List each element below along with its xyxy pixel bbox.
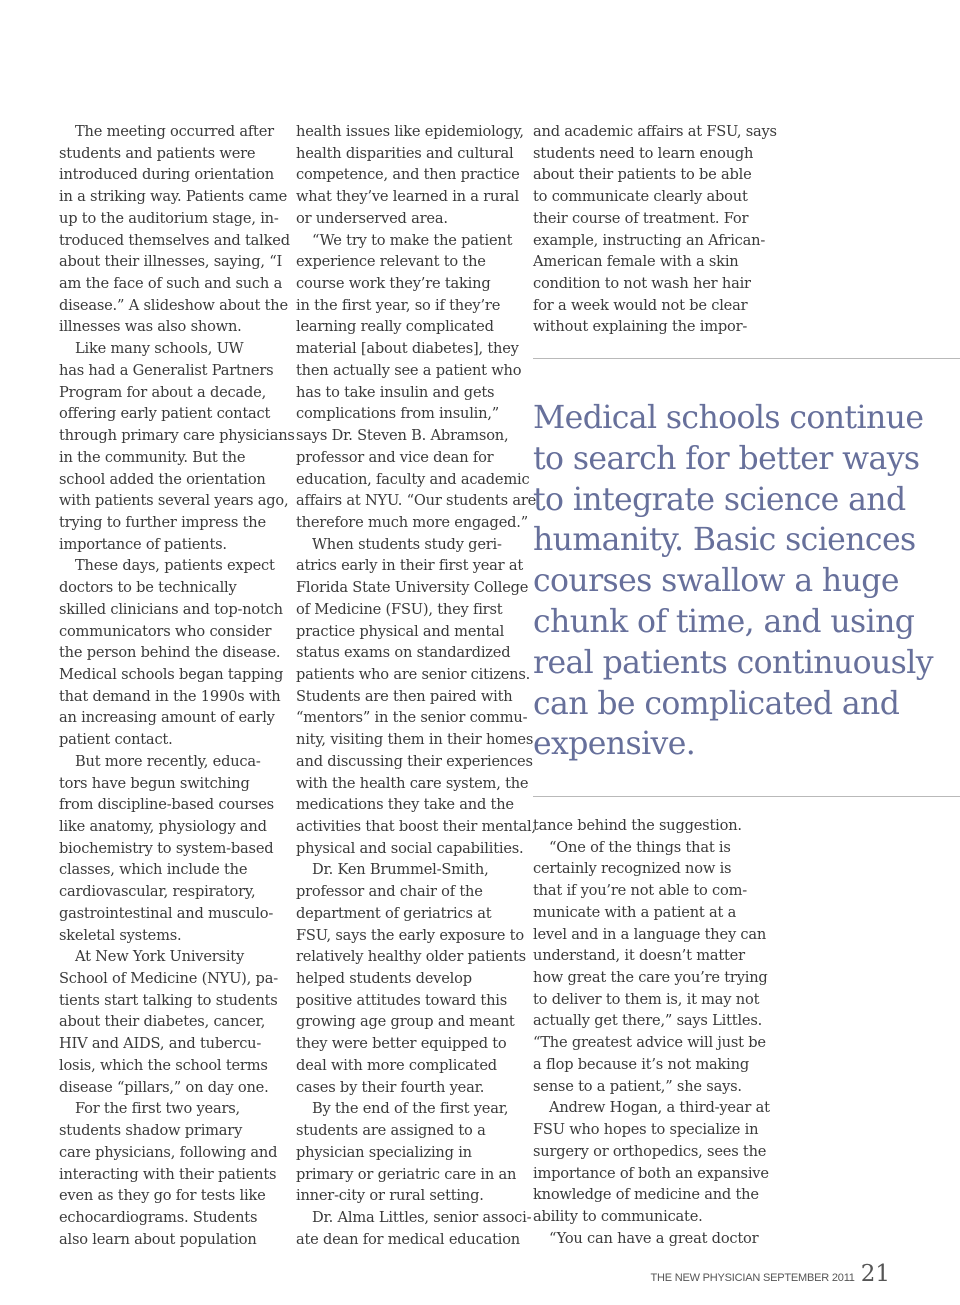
text-line: classes, which include the bbox=[59, 861, 248, 879]
pull-quote-line: Medical schools continue bbox=[533, 400, 924, 436]
text-line: experience relevant to the bbox=[296, 253, 486, 271]
text-line: to communicate clearly about bbox=[533, 188, 748, 206]
text-line: physician specializing in bbox=[296, 1143, 472, 1161]
text-line: Dr. Ken Brummel-Smith, bbox=[312, 861, 489, 879]
text-line: “The greatest advice will just be bbox=[533, 1034, 766, 1052]
text-line: troduced themselves and talked bbox=[59, 231, 290, 249]
text-line: tients start talking to students bbox=[59, 991, 278, 1009]
text-line: skilled clinicians and top-notch bbox=[59, 600, 283, 618]
text-line: also learn about population bbox=[59, 1230, 257, 1248]
text-line: understand, it doesn’t matter bbox=[533, 947, 745, 965]
text-line: in the first year, so if they’re bbox=[296, 296, 501, 314]
text-line: “mentors” in the senior commu- bbox=[296, 709, 528, 727]
article-column-3-top bbox=[533, 121, 777, 338]
text-line: importance of both an expansive bbox=[533, 1164, 769, 1182]
text-line: illnesses was also shown. bbox=[59, 318, 242, 336]
text-line: a flop because it’s not making bbox=[533, 1055, 749, 1073]
text-line: example, instructing an African- bbox=[533, 231, 766, 249]
text-line: activities that boost their mental, bbox=[296, 818, 536, 835]
text-line: or underserved area. bbox=[296, 209, 448, 227]
text-line: that if you’re not able to com- bbox=[533, 882, 747, 900]
text-line: for a week would not be clear bbox=[533, 296, 748, 314]
text-line: physical and social capabilities. bbox=[296, 839, 524, 857]
text-line: practice physical and mental bbox=[296, 622, 505, 640]
pull-quote-line: to integrate science and bbox=[533, 481, 906, 518]
text-line: students shadow primary bbox=[59, 1122, 243, 1140]
text-line: For the first two years, bbox=[75, 1100, 240, 1118]
text-line: health issues like epidemiology, bbox=[296, 123, 524, 140]
pull-quote-line: to search for better ways bbox=[533, 440, 920, 477]
text-line: ability to communicate. bbox=[533, 1207, 703, 1225]
text-line: without explaining the impor- bbox=[533, 318, 748, 336]
text-line: with patients several years ago, bbox=[59, 492, 289, 510]
text-line: nity, visiting them in their homes bbox=[296, 731, 534, 749]
article-column-1 bbox=[59, 121, 295, 1250]
text-line: affairs at NYU. “Our students are bbox=[296, 492, 537, 510]
text-line: American female with a skin bbox=[533, 253, 739, 271]
text-line: course work they’re taking bbox=[296, 275, 491, 293]
text-line: gastrointestinal and musculo- bbox=[59, 904, 274, 922]
text-line: their course of treatment. For bbox=[533, 209, 749, 227]
text-line: atrics early in their first year at bbox=[296, 557, 524, 575]
text-line: ate dean for medical education bbox=[296, 1230, 520, 1248]
pull-quote-line: can be complicated and bbox=[533, 685, 900, 722]
text-line: Dr. Alma Littles, senior associ- bbox=[312, 1208, 532, 1226]
text-line: care physicians, following and bbox=[59, 1143, 278, 1161]
pull-quote-line: expensive. bbox=[533, 726, 696, 763]
text-line: from discipline-based courses bbox=[59, 796, 274, 814]
page-number: 21 bbox=[860, 1261, 890, 1287]
text-line: they were better equipped to bbox=[296, 1035, 507, 1053]
text-line: positive attitudes toward this bbox=[296, 991, 508, 1009]
text-line: therefore much more engaged.” bbox=[296, 513, 528, 531]
text-line: cases by their fourth year. bbox=[296, 1078, 485, 1096]
text-line: what they’ve learned in a rural bbox=[296, 188, 519, 206]
text-line: with the health care system, the bbox=[296, 774, 529, 792]
text-line: “We try to make the patient bbox=[312, 231, 513, 249]
text-line: patient contact. bbox=[59, 731, 173, 749]
text-line: But more recently, educa- bbox=[75, 752, 261, 770]
text-line: actually get there,” says Littles. bbox=[533, 1012, 763, 1030]
text-line: communicators who consider bbox=[59, 622, 272, 640]
text-line: the person behind the disease. bbox=[59, 644, 281, 662]
text-line: that demand in the 1990s with bbox=[59, 687, 281, 705]
text-line: and academic affairs at FSU, says bbox=[533, 123, 777, 140]
pull-quote-line: chunk of time, and using bbox=[533, 603, 915, 640]
text-line: deal with more complicated bbox=[296, 1056, 497, 1074]
text-line: Students are then paired with bbox=[296, 687, 513, 705]
text-line: level and in a language they can bbox=[533, 925, 767, 943]
pull-quote-bottom-rule bbox=[533, 796, 960, 797]
text-line: material [about diabetes], they bbox=[296, 340, 519, 358]
text-line: sense to a patient,” she says. bbox=[533, 1077, 742, 1095]
text-line: status exams on standardized bbox=[296, 644, 511, 662]
text-line: how great the care you’re trying bbox=[533, 969, 768, 987]
text-line: in a striking way. Patients came bbox=[59, 188, 288, 206]
text-line: an increasing amount of early bbox=[59, 709, 275, 727]
text-line: HIV and AIDS, and tubercu- bbox=[59, 1035, 262, 1053]
text-line: Like many schools, UW bbox=[75, 340, 244, 358]
text-line: Program for about a decade, bbox=[59, 383, 267, 401]
article-column-2 bbox=[296, 121, 537, 1250]
text-line: has to take insulin and gets bbox=[296, 383, 495, 401]
text-line: FSU, says the early exposure to bbox=[296, 926, 524, 944]
text-line: health disparities and cultural bbox=[296, 144, 514, 162]
text-line: Andrew Hogan, a third-year at bbox=[549, 1099, 770, 1117]
text-line: about their illnesses, saying, “I bbox=[59, 253, 283, 271]
text-line: school added the orientation bbox=[59, 470, 266, 488]
text-line: offering early patient contact bbox=[59, 405, 271, 423]
text-line: through primary care physicians bbox=[59, 427, 295, 445]
text-line: FSU who hopes to specialize in bbox=[533, 1121, 759, 1139]
text-line: echocardiograms. Students bbox=[59, 1208, 258, 1226]
text-line: growing age group and meant bbox=[296, 1013, 515, 1031]
text-line: department of geriatrics at bbox=[296, 904, 492, 922]
text-line: professor and vice dean for bbox=[296, 448, 494, 466]
text-line: about their patients to be able bbox=[533, 166, 752, 184]
text-line: tors have begun switching bbox=[59, 774, 250, 792]
text-line: When students study geri- bbox=[312, 535, 502, 553]
text-line: surgery or orthopedics, sees the bbox=[533, 1142, 767, 1160]
page-footer bbox=[650, 1261, 890, 1287]
text-line: “You can have a great doctor bbox=[549, 1229, 759, 1247]
pull-quote-top-rule bbox=[533, 358, 960, 359]
pull-quote-line: real patients continuously bbox=[533, 644, 933, 681]
text-line: like anatomy, physiology and bbox=[59, 818, 267, 835]
text-line: certainly recognized now is bbox=[533, 860, 732, 878]
text-line: primary or geriatric care in an bbox=[296, 1165, 517, 1183]
text-line: professor and chair of the bbox=[296, 883, 483, 901]
text-line: complications from insulin,” bbox=[296, 405, 500, 423]
text-line: then actually see a patient who bbox=[296, 361, 522, 379]
text-line: medications they take and the bbox=[296, 796, 514, 814]
text-line: Medical schools began tapping bbox=[59, 665, 284, 683]
article-column-3-bottom bbox=[533, 815, 770, 1249]
footer-publication-title: THE NEW PHYSICIAN SEPTEMBER 2011 bbox=[650, 1272, 855, 1284]
text-line: trying to further impress the bbox=[59, 513, 266, 531]
text-line: importance of patients. bbox=[59, 535, 227, 553]
text-line: inner-city or rural setting. bbox=[296, 1187, 484, 1205]
text-line: even as they go for tests like bbox=[59, 1187, 266, 1205]
text-line: competence, and then practice bbox=[296, 166, 520, 184]
text-line: about their diabetes, cancer, bbox=[59, 1013, 266, 1031]
text-line: to deliver to them is, it may not bbox=[533, 990, 760, 1008]
text-line: disease “pillars,” on day one. bbox=[59, 1078, 269, 1096]
text-line: doctors to be technically bbox=[59, 579, 237, 597]
text-line: patients who are senior citizens. bbox=[296, 665, 531, 683]
text-line: knowledge of medicine and the bbox=[533, 1186, 759, 1204]
text-line: says Dr. Steven B. Abramson, bbox=[296, 427, 509, 445]
text-line: relatively healthy older patients bbox=[296, 948, 526, 966]
text-line: students need to learn enough bbox=[533, 144, 754, 162]
text-line: disease.” A slideshow about the bbox=[59, 296, 288, 314]
text-line: has had a Generalist Partners bbox=[59, 361, 274, 379]
text-line: losis, which the school terms bbox=[59, 1056, 268, 1074]
pull-quote-line: humanity. Basic sciences bbox=[533, 522, 916, 559]
text-line: in the community. But the bbox=[59, 448, 246, 466]
text-line: By the end of the first year, bbox=[312, 1100, 509, 1118]
text-line: of Medicine (FSU), they first bbox=[296, 600, 503, 618]
pull-quote bbox=[533, 398, 953, 765]
pull-quote-line: courses swallow a huge bbox=[533, 563, 899, 600]
text-line: skeletal systems. bbox=[59, 926, 182, 944]
text-line: education, faculty and academic bbox=[296, 470, 530, 488]
text-line: students and patients were bbox=[59, 144, 256, 162]
text-line: “One of the things that is bbox=[549, 838, 731, 856]
text-line: Florida State University College bbox=[296, 579, 529, 597]
text-line: These days, patients expect bbox=[75, 557, 275, 575]
text-line: am the face of such and such a bbox=[59, 275, 283, 293]
text-line: interacting with their patients bbox=[59, 1165, 277, 1183]
text-line: tance behind the suggestion. bbox=[533, 817, 742, 834]
text-line: biochemistry to system-based bbox=[59, 839, 274, 857]
text-line: The meeting occurred after bbox=[75, 123, 274, 140]
text-line: At New York University bbox=[75, 948, 245, 966]
text-line: condition to not wash her hair bbox=[533, 275, 751, 293]
text-line: up to the auditorium stage, in- bbox=[59, 209, 279, 227]
text-line: helped students develop bbox=[296, 970, 472, 988]
text-line: and discussing their experiences bbox=[296, 752, 533, 770]
text-line: students are assigned to a bbox=[296, 1122, 486, 1140]
text-line: School of Medicine (NYU), pa- bbox=[59, 970, 278, 988]
text-line: learning really complicated bbox=[296, 318, 494, 336]
text-line: municate with a patient at a bbox=[533, 903, 737, 921]
text-line: introduced during orientation bbox=[59, 166, 274, 184]
text-line: cardiovascular, respiratory, bbox=[59, 883, 256, 901]
